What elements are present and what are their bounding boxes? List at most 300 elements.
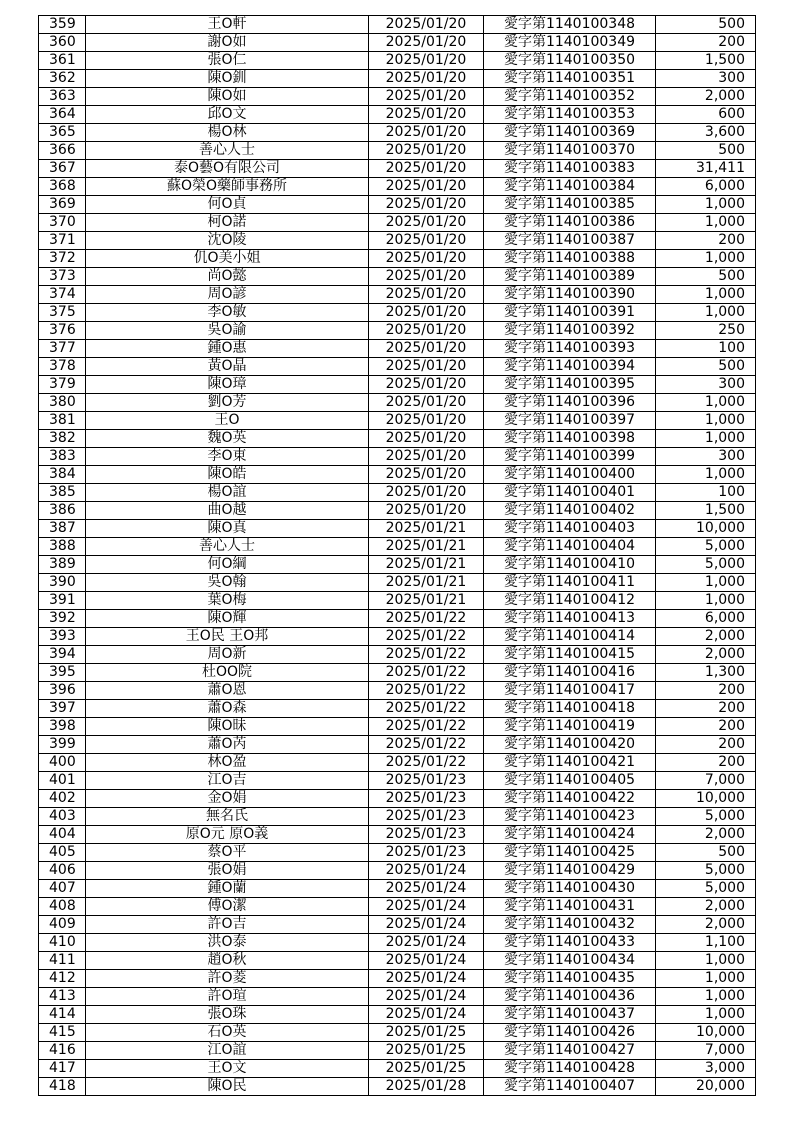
- table-row: [39, 880, 756, 898]
- donor-name: 蕭O森: [86, 700, 369, 718]
- row-number: 417: [39, 1060, 86, 1078]
- donation-amount: 200: [656, 736, 756, 754]
- table-row: [39, 700, 756, 718]
- donation-amount: 5,000: [656, 862, 756, 880]
- receipt-number: 愛字第1140100424: [484, 826, 656, 844]
- donation-date: 2025/01/20: [369, 214, 484, 232]
- row-number: 363: [39, 88, 86, 106]
- donation-date: 2025/01/24: [369, 862, 484, 880]
- table-row: [39, 1060, 756, 1078]
- donor-name: 江O誼: [86, 1042, 369, 1060]
- receipt-number: 愛字第1140100387: [484, 232, 656, 250]
- donation-amount: 500: [656, 142, 756, 160]
- table-row: [39, 412, 756, 430]
- donor-name: 王O民 王O邦: [86, 628, 369, 646]
- donor-name: 張O仁: [86, 52, 369, 70]
- table-row: [39, 448, 756, 466]
- donation-date: 2025/01/23: [369, 826, 484, 844]
- donation-amount: 500: [656, 268, 756, 286]
- row-number: 378: [39, 358, 86, 376]
- donation-amount: 600: [656, 106, 756, 124]
- receipt-number: 愛字第1140100414: [484, 628, 656, 646]
- donation-date: 2025/01/25: [369, 1060, 484, 1078]
- receipt-number: 愛字第1140100400: [484, 466, 656, 484]
- table-row: [39, 772, 756, 790]
- row-number: 396: [39, 682, 86, 700]
- table-row: [39, 322, 756, 340]
- table-row: [39, 250, 756, 268]
- donation-date: 2025/01/24: [369, 898, 484, 916]
- table-row: [39, 124, 756, 142]
- donation-amount: 1,500: [656, 52, 756, 70]
- donation-amount: 6,000: [656, 178, 756, 196]
- donation-date: 2025/01/28: [369, 1078, 484, 1096]
- donor-name: 魏O英: [86, 430, 369, 448]
- receipt-number: 愛字第1140100412: [484, 592, 656, 610]
- donation-amount: 1,000: [656, 592, 756, 610]
- table-row: [39, 376, 756, 394]
- donation-amount: 200: [656, 754, 756, 772]
- row-number: 410: [39, 934, 86, 952]
- row-number: 369: [39, 196, 86, 214]
- donation-date: 2025/01/20: [369, 70, 484, 88]
- donation-amount: 100: [656, 484, 756, 502]
- donor-name: 原O元 原O義: [86, 826, 369, 844]
- donation-date: 2025/01/20: [369, 250, 484, 268]
- receipt-number: 愛字第1140100352: [484, 88, 656, 106]
- receipt-number: 愛字第1140100420: [484, 736, 656, 754]
- receipt-number: 愛字第1140100389: [484, 268, 656, 286]
- row-number: 362: [39, 70, 86, 88]
- row-number: 415: [39, 1024, 86, 1042]
- table-row: [39, 52, 756, 70]
- donation-amount: 2,000: [656, 898, 756, 916]
- table-row: [39, 1024, 756, 1042]
- table-row: [39, 808, 756, 826]
- donation-date: 2025/01/20: [369, 394, 484, 412]
- receipt-number: 愛字第1140100436: [484, 988, 656, 1006]
- receipt-number: 愛字第1140100427: [484, 1042, 656, 1060]
- table-row: [39, 754, 756, 772]
- receipt-number: 愛字第1140100394: [484, 358, 656, 376]
- donation-amount: 10,000: [656, 520, 756, 538]
- receipt-number: 愛字第1140100390: [484, 286, 656, 304]
- donation-amount: 5,000: [656, 880, 756, 898]
- donation-date: 2025/01/21: [369, 556, 484, 574]
- row-number: 418: [39, 1078, 86, 1096]
- donation-amount: 1,000: [656, 574, 756, 592]
- donation-date: 2025/01/21: [369, 574, 484, 592]
- row-number: 400: [39, 754, 86, 772]
- receipt-number: 愛字第1140100426: [484, 1024, 656, 1042]
- row-number: 383: [39, 448, 86, 466]
- donation-date: 2025/01/20: [369, 178, 484, 196]
- donation-amount: 1,000: [656, 952, 756, 970]
- donor-name: 傅O潔: [86, 898, 369, 916]
- table-row: [39, 952, 756, 970]
- donor-name: 吳O翰: [86, 574, 369, 592]
- donation-amount: 1,000: [656, 394, 756, 412]
- receipt-number: 愛字第1140100407: [484, 1078, 656, 1096]
- donation-date: 2025/01/20: [369, 502, 484, 520]
- table-row: [39, 646, 756, 664]
- donor-name: 江O吉: [86, 772, 369, 790]
- donation-amount: 300: [656, 376, 756, 394]
- table-row: [39, 466, 756, 484]
- row-number: 360: [39, 34, 86, 52]
- receipt-number: 愛字第1140100415: [484, 646, 656, 664]
- donor-name: 陳O如: [86, 88, 369, 106]
- receipt-number: 愛字第1140100369: [484, 124, 656, 142]
- donation-date: 2025/01/22: [369, 682, 484, 700]
- donor-name: 柯O諾: [86, 214, 369, 232]
- donor-name: 趙O秋: [86, 952, 369, 970]
- receipt-number: 愛字第1140100421: [484, 754, 656, 772]
- table-row: [39, 520, 756, 538]
- row-number: 382: [39, 430, 86, 448]
- receipt-number: 愛字第1140100428: [484, 1060, 656, 1078]
- receipt-number: 愛字第1140100434: [484, 952, 656, 970]
- donor-name: 楊O誼: [86, 484, 369, 502]
- row-number: 397: [39, 700, 86, 718]
- donation-date: 2025/01/20: [369, 412, 484, 430]
- table-row: [39, 196, 756, 214]
- donation-date: 2025/01/24: [369, 970, 484, 988]
- table-row: [39, 286, 756, 304]
- table-row: [39, 160, 756, 178]
- donation-amount: 300: [656, 70, 756, 88]
- donation-amount: 7,000: [656, 1042, 756, 1060]
- receipt-number: 愛字第1140100401: [484, 484, 656, 502]
- donation-amount: 3,600: [656, 124, 756, 142]
- table-row: [39, 988, 756, 1006]
- donation-date: 2025/01/25: [369, 1024, 484, 1042]
- receipt-number: 愛字第1140100437: [484, 1006, 656, 1024]
- row-number: 359: [39, 16, 86, 34]
- row-number: 395: [39, 664, 86, 682]
- row-number: 414: [39, 1006, 86, 1024]
- receipt-number: 愛字第1140100404: [484, 538, 656, 556]
- table-row: [39, 898, 756, 916]
- receipt-number: 愛字第1140100370: [484, 142, 656, 160]
- donation-amount: 1,000: [656, 214, 756, 232]
- row-number: 372: [39, 250, 86, 268]
- receipt-number: 愛字第1140100433: [484, 934, 656, 952]
- donation-date: 2025/01/20: [369, 340, 484, 358]
- receipt-number: 愛字第1140100398: [484, 430, 656, 448]
- donation-date: 2025/01/20: [369, 286, 484, 304]
- donation-amount: 1,000: [656, 250, 756, 268]
- donation-amount: 1,300: [656, 664, 756, 682]
- receipt-number: 愛字第1140100384: [484, 178, 656, 196]
- row-number: 403: [39, 808, 86, 826]
- donor-name: 陳O釧: [86, 70, 369, 88]
- table-row: [39, 538, 756, 556]
- receipt-number: 愛字第1140100348: [484, 16, 656, 34]
- donation-date: 2025/01/22: [369, 700, 484, 718]
- row-number: 361: [39, 52, 86, 70]
- donor-name: 泰O藝O有限公司: [86, 160, 369, 178]
- donor-name: 陳O皓: [86, 466, 369, 484]
- donation-amount: 500: [656, 358, 756, 376]
- donation-date: 2025/01/20: [369, 160, 484, 178]
- donation-amount: 1,000: [656, 430, 756, 448]
- donation-date: 2025/01/20: [369, 88, 484, 106]
- row-number: 379: [39, 376, 86, 394]
- donation-date: 2025/01/20: [369, 304, 484, 322]
- donation-amount: 2,000: [656, 916, 756, 934]
- donor-name: 王O軒: [86, 16, 369, 34]
- donation-amount: 200: [656, 682, 756, 700]
- donation-date: 2025/01/21: [369, 538, 484, 556]
- donation-amount: 1,000: [656, 988, 756, 1006]
- row-number: 401: [39, 772, 86, 790]
- donation-amount: 3,000: [656, 1060, 756, 1078]
- row-number: 390: [39, 574, 86, 592]
- row-number: 402: [39, 790, 86, 808]
- donor-name: 無名氏: [86, 808, 369, 826]
- table-row: [39, 70, 756, 88]
- receipt-number: 愛字第1140100429: [484, 862, 656, 880]
- donation-amount: 2,000: [656, 826, 756, 844]
- table-row: [39, 736, 756, 754]
- donor-name: 蕭O恩: [86, 682, 369, 700]
- table-row: [39, 574, 756, 592]
- donation-date: 2025/01/20: [369, 106, 484, 124]
- donation-date: 2025/01/20: [369, 376, 484, 394]
- receipt-number: 愛字第1140100423: [484, 808, 656, 826]
- donation-date: 2025/01/25: [369, 1042, 484, 1060]
- donor-name: 石O英: [86, 1024, 369, 1042]
- donation-date: 2025/01/22: [369, 754, 484, 772]
- row-number: 398: [39, 718, 86, 736]
- receipt-number: 愛字第1140100351: [484, 70, 656, 88]
- donation-date: 2025/01/22: [369, 664, 484, 682]
- donation-date: 2025/01/20: [369, 484, 484, 502]
- receipt-number: 愛字第1140100419: [484, 718, 656, 736]
- donation-date: 2025/01/23: [369, 808, 484, 826]
- donation-date: 2025/01/23: [369, 844, 484, 862]
- donor-name: 劉O芳: [86, 394, 369, 412]
- table-row: [39, 394, 756, 412]
- row-number: 391: [39, 592, 86, 610]
- table-row: [39, 916, 756, 934]
- table-row: [39, 88, 756, 106]
- donor-name: 楊O林: [86, 124, 369, 142]
- donation-date: 2025/01/20: [369, 52, 484, 70]
- donor-name: 善心人士: [86, 142, 369, 160]
- donor-name: 鍾O惠: [86, 340, 369, 358]
- donation-amount: 5,000: [656, 808, 756, 826]
- donation-amount: 1,000: [656, 286, 756, 304]
- donation-date: 2025/01/20: [369, 142, 484, 160]
- table-row: [39, 556, 756, 574]
- receipt-number: 愛字第1140100396: [484, 394, 656, 412]
- receipt-number: 愛字第1140100402: [484, 502, 656, 520]
- receipt-number: 愛字第1140100350: [484, 52, 656, 70]
- row-number: 407: [39, 880, 86, 898]
- donor-name: 鍾O蘭: [86, 880, 369, 898]
- donation-amount: 200: [656, 700, 756, 718]
- donor-name: 蘇O榮O藥師事務所: [86, 178, 369, 196]
- row-number: 384: [39, 466, 86, 484]
- receipt-number: 愛字第1140100392: [484, 322, 656, 340]
- row-number: 386: [39, 502, 86, 520]
- donation-table-body: [39, 16, 756, 1096]
- row-number: 416: [39, 1042, 86, 1060]
- receipt-number: 愛字第1140100383: [484, 160, 656, 178]
- table-row: [39, 232, 756, 250]
- donor-name: 洪O泰: [86, 934, 369, 952]
- donor-name: 王O: [86, 412, 369, 430]
- row-number: 374: [39, 286, 86, 304]
- receipt-number: 愛字第1140100405: [484, 772, 656, 790]
- donor-name: 陳O昧: [86, 718, 369, 736]
- receipt-number: 愛字第1140100425: [484, 844, 656, 862]
- table-row: [39, 502, 756, 520]
- row-number: 409: [39, 916, 86, 934]
- receipt-number: 愛字第1140100403: [484, 520, 656, 538]
- donation-amount: 100: [656, 340, 756, 358]
- row-number: 371: [39, 232, 86, 250]
- donor-name: 李O敏: [86, 304, 369, 322]
- receipt-number: 愛字第1140100432: [484, 916, 656, 934]
- table-row: [39, 844, 756, 862]
- receipt-number: 愛字第1140100349: [484, 34, 656, 52]
- donation-amount: 1,100: [656, 934, 756, 952]
- row-number: 413: [39, 988, 86, 1006]
- donation-amount: 2,000: [656, 628, 756, 646]
- row-number: 375: [39, 304, 86, 322]
- donation-date: 2025/01/22: [369, 646, 484, 664]
- donor-name: 金O娟: [86, 790, 369, 808]
- table-row: [39, 178, 756, 196]
- donation-amount: 200: [656, 718, 756, 736]
- donor-name: 何O綱: [86, 556, 369, 574]
- donation-amount: 300: [656, 448, 756, 466]
- donor-name: 陳O民: [86, 1078, 369, 1096]
- donation-date: 2025/01/22: [369, 628, 484, 646]
- row-number: 365: [39, 124, 86, 142]
- row-number: 373: [39, 268, 86, 286]
- table-row: [39, 142, 756, 160]
- donor-name: 陳O真: [86, 520, 369, 538]
- table-row: [39, 340, 756, 358]
- receipt-number: 愛字第1140100417: [484, 682, 656, 700]
- receipt-number: 愛字第1140100431: [484, 898, 656, 916]
- donation-date: 2025/01/20: [369, 448, 484, 466]
- donation-date: 2025/01/24: [369, 880, 484, 898]
- row-number: 370: [39, 214, 86, 232]
- donation-amount: 200: [656, 232, 756, 250]
- donor-name: 周O新: [86, 646, 369, 664]
- table-row: [39, 790, 756, 808]
- donation-amount: 1,000: [656, 466, 756, 484]
- donation-date: 2025/01/20: [369, 196, 484, 214]
- row-number: 394: [39, 646, 86, 664]
- donor-name: 周O諺: [86, 286, 369, 304]
- row-number: 376: [39, 322, 86, 340]
- donation-date: 2025/01/20: [369, 430, 484, 448]
- table-row: [39, 34, 756, 52]
- receipt-number: 愛字第1140100388: [484, 250, 656, 268]
- donor-name: 杜OO院: [86, 664, 369, 682]
- table-row: [39, 826, 756, 844]
- receipt-number: 愛字第1140100411: [484, 574, 656, 592]
- table-row: [39, 970, 756, 988]
- table-row: [39, 304, 756, 322]
- row-number: 367: [39, 160, 86, 178]
- receipt-number: 愛字第1140100435: [484, 970, 656, 988]
- row-number: 368: [39, 178, 86, 196]
- donor-name: 葉O梅: [86, 592, 369, 610]
- donor-name: 善心人士: [86, 538, 369, 556]
- donor-name: 邱O文: [86, 106, 369, 124]
- donation-date: 2025/01/20: [369, 358, 484, 376]
- donation-date: 2025/01/24: [369, 952, 484, 970]
- donor-name: 林O盈: [86, 754, 369, 772]
- table-row: [39, 718, 756, 736]
- donor-name: 王O文: [86, 1060, 369, 1078]
- donation-date: 2025/01/20: [369, 466, 484, 484]
- row-number: 388: [39, 538, 86, 556]
- donor-name: 沈O陵: [86, 232, 369, 250]
- table-row: [39, 862, 756, 880]
- row-number: 399: [39, 736, 86, 754]
- donation-amount: 1,000: [656, 196, 756, 214]
- donation-amount: 2,000: [656, 646, 756, 664]
- receipt-number: 愛字第1140100397: [484, 412, 656, 430]
- receipt-number: 愛字第1140100385: [484, 196, 656, 214]
- table-row: [39, 358, 756, 376]
- donor-name: 謝O如: [86, 34, 369, 52]
- row-number: 381: [39, 412, 86, 430]
- table-row: [39, 1078, 756, 1096]
- receipt-number: 愛字第1140100430: [484, 880, 656, 898]
- donor-name: 仉O美小姐: [86, 250, 369, 268]
- donation-date: 2025/01/23: [369, 772, 484, 790]
- donation-date: 2025/01/24: [369, 1006, 484, 1024]
- donor-name: 吳O諭: [86, 322, 369, 340]
- donation-date: 2025/01/20: [369, 16, 484, 34]
- donor-name: 許O瑄: [86, 988, 369, 1006]
- table-row: [39, 214, 756, 232]
- row-number: 389: [39, 556, 86, 574]
- table-row: [39, 268, 756, 286]
- table-row: [39, 592, 756, 610]
- donation-amount: 5,000: [656, 538, 756, 556]
- donation-date: 2025/01/24: [369, 934, 484, 952]
- row-number: 377: [39, 340, 86, 358]
- donor-name: 曲O越: [86, 502, 369, 520]
- donation-date: 2025/01/22: [369, 736, 484, 754]
- row-number: 405: [39, 844, 86, 862]
- receipt-number: 愛字第1140100391: [484, 304, 656, 322]
- table-row: [39, 610, 756, 628]
- donor-name: 張O珠: [86, 1006, 369, 1024]
- donation-amount: 10,000: [656, 790, 756, 808]
- donation-table: [38, 15, 756, 1096]
- donor-name: 黃O晶: [86, 358, 369, 376]
- table-row: [39, 430, 756, 448]
- donation-amount: 1,000: [656, 970, 756, 988]
- row-number: 412: [39, 970, 86, 988]
- row-number: 393: [39, 628, 86, 646]
- donation-date: 2025/01/21: [369, 520, 484, 538]
- receipt-number: 愛字第1140100386: [484, 214, 656, 232]
- donation-amount: 1,000: [656, 1006, 756, 1024]
- row-number: 385: [39, 484, 86, 502]
